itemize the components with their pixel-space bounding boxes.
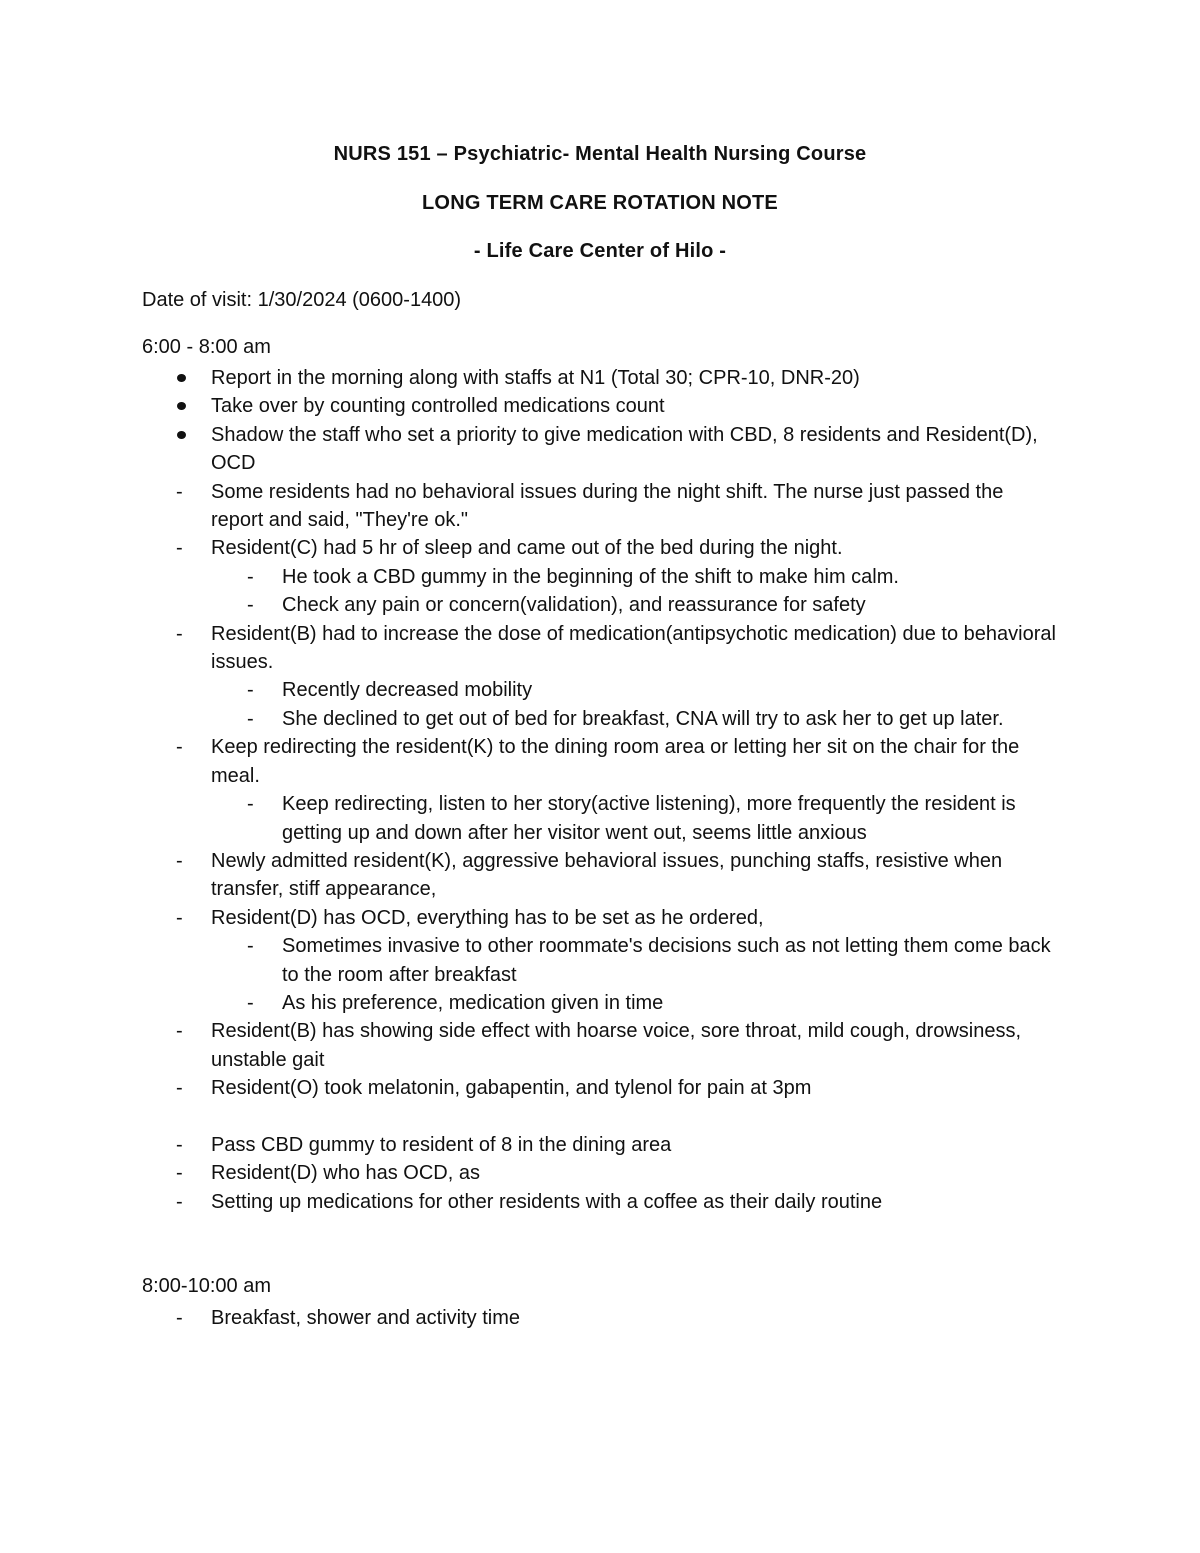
- list-item: [0, 421, 1200, 478]
- list-subitem-text: As his preference, medication given in time: [282, 991, 664, 1014]
- list-item: [0, 847, 1200, 904]
- list-subitem-text: Check any pain or concern(validation), and reassurance for safety: [282, 594, 866, 617]
- list-item-text: Pass CBD gummy to resident of 8 in the dining area: [211, 1133, 672, 1156]
- list-item-text: Newly admitted resident(K), aggressive behavioral issues, punching staffs, resistive when transfer, stiff appearance,: [211, 849, 1003, 901]
- list-item: [0, 478, 1200, 535]
- list-item-text: Report in the morning along with staffs at N1 (Total 30; CPR-10, DNR-20): [211, 367, 860, 389]
- list-item: [0, 620, 1200, 677]
- list-item-text: Resident(B) had to increase the dose of medication(antipsychotic medication) due to behavioral issues.: [211, 622, 1056, 674]
- bullet-icon: [177, 402, 186, 410]
- section-time-0800: 8:00-10:00 am: [142, 1275, 271, 1297]
- bullet-icon: [177, 374, 186, 382]
- list-subitem-text: Recently decreased mobility: [282, 679, 533, 702]
- course-title: NURS 151 – Psychiatric- Mental Health Nursing Course: [333, 143, 867, 165]
- list-item: [0, 534, 1200, 562]
- dash-marker: -: [176, 622, 183, 645]
- date-of-visit: Date of visit: 1/30/2024 (0600-1400): [142, 289, 462, 311]
- dash-marker: -: [176, 849, 183, 872]
- list-subitem: [0, 989, 1200, 1017]
- list-item-text: Keep redirecting the resident(K) to the dining room area or letting her sit on the chair for the meal.: [211, 736, 1020, 787]
- list-item: [0, 364, 1200, 392]
- section-time-0600: 6:00 - 8:00 am: [142, 336, 271, 358]
- list-item-text: Resident(D) has OCD, everything has to be set as he ordered,: [211, 906, 764, 929]
- dash-marker: -: [176, 1020, 183, 1043]
- list-item: [0, 392, 1200, 420]
- list-subitem-text: Sometimes invasive to other roommate's decisions such as not letting them come back to the room after breakfast: [282, 935, 1051, 986]
- list-item: [0, 1074, 1200, 1102]
- list-subitem: [0, 676, 1200, 704]
- dash-marker: -: [176, 480, 183, 503]
- list-item-text: Setting up medications for other residents with a coffee as their daily routine: [211, 1190, 883, 1213]
- list-item: [0, 733, 1200, 790]
- dash-marker: -: [176, 1133, 183, 1156]
- list-subitem-text: She declined to get out of bed for breakfast, CNA will try to ask her to get up later.: [282, 707, 1004, 730]
- list-item-text: Shadow the staff who set a priority to give medication with CBD, 8 residents and Resident(D), OCD: [211, 423, 1038, 475]
- dash-marker: -: [247, 991, 254, 1014]
- note-title: LONG TERM CARE ROTATION NOTE: [422, 192, 778, 214]
- bullet-icon: [177, 431, 186, 439]
- list-item-text: Take over by counting controlled medications count: [211, 395, 665, 418]
- list-item-text: Resident(D) who has OCD, as: [211, 1162, 480, 1185]
- dash-marker: -: [247, 935, 254, 958]
- list-item-text: Resident(C) had 5 hr of sleep and came out of the bed during the night.: [211, 537, 843, 560]
- dash-marker: -: [176, 1307, 183, 1329]
- dash-marker: -: [176, 1077, 183, 1100]
- section-0600-list: [0, 364, 1200, 1216]
- list-item: [0, 1159, 1200, 1187]
- list-spacer: [0, 1103, 1200, 1131]
- dash-marker: -: [247, 793, 254, 816]
- dash-marker: -: [247, 594, 254, 617]
- facility-name: - Life Care Center of Hilo -: [473, 240, 727, 262]
- list-item: [0, 1017, 1200, 1074]
- list-subitem: [0, 705, 1200, 733]
- list-subitem: [0, 563, 1200, 591]
- list-item: [0, 1188, 1200, 1216]
- dash-marker: -: [176, 1162, 183, 1185]
- list-subitem-text: He took a CBD gummy in the beginning of the shift to make him calm.: [282, 565, 899, 588]
- list-item: [0, 1131, 1200, 1159]
- list-item-text: Resident(O) took melatonin, gabapentin, and tylenol for pain at 3pm: [211, 1077, 812, 1100]
- dash-marker: -: [176, 906, 183, 929]
- list-item: [0, 904, 1200, 932]
- dash-marker: -: [176, 1190, 183, 1213]
- dash-marker: -: [247, 565, 254, 588]
- section-0800-list: [0, 1304, 1200, 1332]
- dash-marker: -: [247, 679, 254, 702]
- list-subitem: [0, 932, 1200, 989]
- dash-marker: -: [247, 707, 254, 730]
- list-item-text: Breakfast, shower and activity time: [211, 1307, 521, 1329]
- dash-marker: -: [176, 537, 183, 560]
- list-subitem-text: Keep redirecting, listen to her story(active listening), more frequently the resident is getting up and down after her visitor went out, seems little anxious: [282, 793, 1016, 844]
- list-item: [0, 1304, 1200, 1332]
- dash-marker: -: [176, 736, 183, 759]
- list-item-text: Some residents had no behavioral issues during the night shift. The nurse just passed the report and said, "They're ok.": [211, 480, 1004, 532]
- list-subitem: [0, 790, 1200, 847]
- list-item-text: Resident(B) has showing side effect with hoarse voice, sore throat, mild cough, drowsiness, unstable gait: [211, 1020, 1022, 1071]
- list-subitem: [0, 591, 1200, 619]
